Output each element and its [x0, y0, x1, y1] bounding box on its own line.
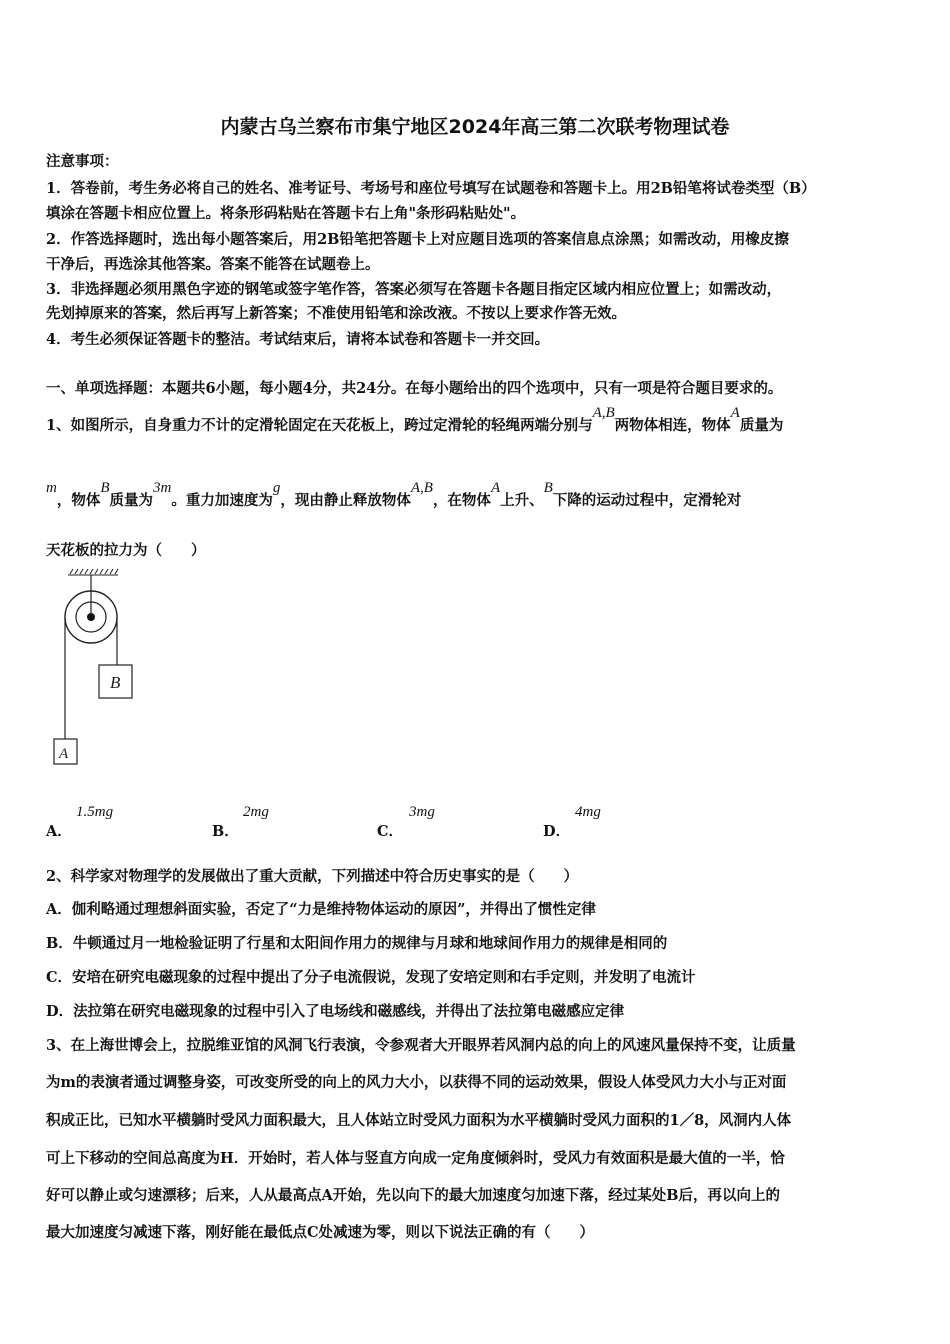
q2-option: B．牛顿通过月一地检验证明了行星和太阳间作用力的规律与月球和地球间作用力的规律是相同的	[46, 935, 668, 952]
q1-option-value: 3mg	[409, 804, 435, 820]
q2-stem: 2、科学家对物理学的发展做出了重大贡献，下列描述中符合历史事实的是（ ）	[46, 868, 579, 885]
notice-line: 填涂在答题卡相应位置上。将条形码粘贴在答题卡右上角"条形码粘贴处"。	[46, 205, 526, 222]
block-B-label: B	[110, 673, 121, 692]
math-AB: A,B	[592, 405, 615, 421]
notice-line: 4．考生必须保证答题卡的整洁。考试结束后，请将本试卷和答题卡一并交回。	[46, 331, 550, 348]
q3-line: 好可以静止或匀速漂移；后来，人从最高点A开始，先以向下的最大加速度匀加速下落，经过某处B后，再以向上的	[46, 1187, 781, 1204]
math-g: g	[272, 480, 281, 496]
pulley-figure	[44, 565, 144, 775]
q3-line: 为m的表演者通过调整身姿，可改变所受的向上的风力大小，以获得不同的运动效果，假设人体受风力大小与正对面	[46, 1074, 787, 1091]
math-B: B	[100, 480, 110, 496]
q3-line: 最大加速度匀减速下落，刚好能在最低点C处减速为零，则以下说法正确的有（ ）	[46, 1224, 595, 1241]
q1-option-label: C．	[377, 823, 404, 840]
notice-line: 1．答卷前，考生务必将自己的姓名、准考证号、考场号和座位号填写在试题卷和答题卡上。用2B铅笔将试卷类型（B）	[46, 180, 816, 197]
q1-line-1: 1、如图所示，自身重力不计的定滑轮固定在天花板上，跨过定滑轮的轻绳两端分别与A,B两物体相连，物体A质量为	[46, 405, 784, 434]
math-AB: A,B	[410, 480, 433, 496]
q2-option: D．法拉第在研究电磁现象的过程中引入了电场线和磁感线，并得出了法拉第电磁感应定律	[46, 1003, 625, 1020]
section-heading: 一、单项选择题：本题共6小题，每小题4分，共24分。在每小题给出的四个选项中，只有一项是符合题目要求的。	[46, 380, 783, 397]
block-A-label: A	[59, 746, 69, 762]
notice-line: 先划掉原来的答案，然后再写上新答案；不准使用铅笔和涂改液。不按以上要求作答无效。	[46, 305, 626, 322]
notice-line: 3．非选择题必须用黑色字迹的钢笔或签字笔作答，答案必须写在答题卡各题目指定区域内相应位置上；如需改动，	[46, 281, 782, 298]
q3-line: 3、在上海世博会上，拉脱维亚馆的风洞飞行表演，令参观者大开眼界若风洞内总的向上的风速风量保持不变，让质量	[46, 1037, 796, 1054]
q1-line-2: m，物体B质量为3m。重力加速度为g，现由静止释放物体A,B，在物体A上升、B下降的运动过程中，定滑轮对	[46, 480, 742, 509]
q1-option-value: 2mg	[243, 804, 269, 820]
pulley-axle	[87, 613, 95, 621]
q3-line: 积成正比，已知水平横躺时受风力面积最大，且人体站立时受风力面积为水平横躺时受风力面积的1／8，风洞内人体	[46, 1112, 792, 1129]
q1-option-value: 1.5mg	[76, 804, 114, 820]
q1-option-label: D．	[543, 823, 571, 840]
q1-option-value: 4mg	[575, 804, 601, 820]
q3-line: 可上下移动的空间总高度为H．开始时，若人体与竖直方向成一定角度倾斜时，受风力有效面积是最大值的一半，恰	[46, 1150, 785, 1167]
notice-line: 干净后，再选涂其他答案。答案不能答在试题卷上。	[46, 256, 380, 273]
ceiling-hatch	[68, 569, 118, 575]
notice-heading: 注意事项：	[46, 153, 119, 170]
math-B: B	[543, 480, 553, 496]
notice-line: 2．作答选择题时，选出每小题答案后，用2B铅笔把答题卡上对应题目选项的答案信息点涂黑；如需改动，用橡皮擦	[46, 231, 789, 248]
math-A: A	[730, 405, 740, 421]
math-A: A	[490, 480, 501, 496]
q2-option: C．安培在研究电磁现象的过程中提出了分子电流假说，发现了安培定则和右手定则，并发明了电流计	[46, 969, 696, 986]
q1-option-label: B．	[212, 823, 239, 840]
page-title: 内蒙古乌兰察布市集宁地区2024年高三第二次联考物理试卷	[220, 116, 730, 138]
math-m: m	[46, 480, 57, 496]
math-3m: 3m	[153, 480, 172, 496]
q1-option-label: A．	[46, 823, 72, 840]
q1-line-3: 天花板的拉力为（ ）	[46, 542, 206, 559]
q2-option: A．伽利略通过理想斜面实验，否定了“力是维持物体运动的原因”，并得出了惯性定律	[46, 901, 596, 918]
